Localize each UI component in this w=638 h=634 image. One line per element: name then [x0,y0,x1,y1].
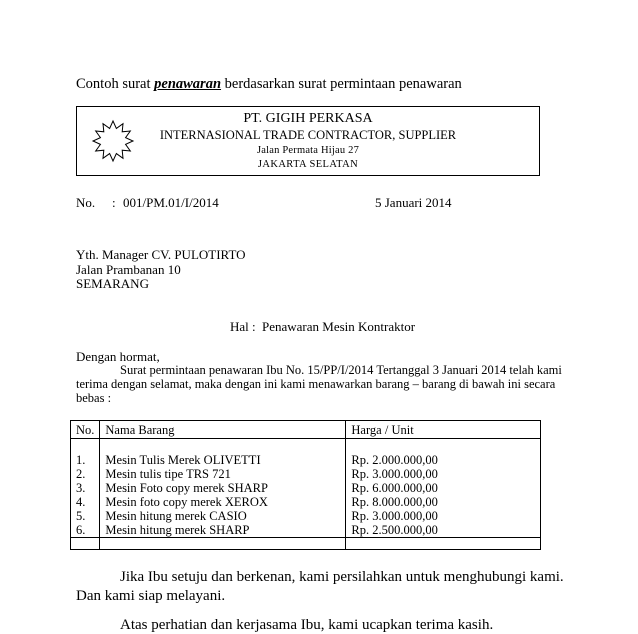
letter-number-colon: : [112,195,116,210]
row-no: 1. [71,453,100,467]
letter-number-label: No. [76,195,96,210]
row-item-name: Mesin tulis tipe TRS 721 [100,467,346,481]
body-line-2: terima dengan selamat, maka dengan ini kami menawarkan barang – barang di bawah ini secara [76,377,556,391]
header-no: No. [71,421,100,439]
body-line-1: Surat permintaan penawaran Ibu No. 15/PP/I/2014 Tertanggal 3 Januari 2014 telah kami [120,363,562,377]
table-spacer-row [71,439,541,454]
header-price: Harga / Unit [346,421,541,439]
table-header-row [71,421,541,439]
intro-before: Contoh surat [76,76,155,92]
recipient-line-3: SEMARANG [76,276,149,291]
body-line-3: bebas : [76,391,112,405]
row-no: 3. [71,481,100,495]
row-price: Rp. 2.500.000,00 [346,523,541,538]
row-item-name: Mesin Tulis Merek OLIVETTI [100,453,346,467]
row-item-name: Mesin hitung merek CASIO [100,509,346,523]
company-tagline: INTERNASIONAL TRADE CONTRACTOR, SUPPLIER [159,128,457,142]
table-row [71,453,541,467]
row-no: 6. [71,523,100,538]
table-row [71,509,541,523]
row-price: Rp. 8.000.000,00 [346,495,541,509]
closing-line-1: Jika Ibu setuju dan berkenan, kami persilahkan untuk menghubungi kami. [120,569,564,585]
row-price: Rp. 3.000.000,00 [346,509,541,523]
row-no: 5. [71,509,100,523]
row-price: Rp. 3.000.000,00 [346,467,541,481]
company-name: PT. GIGIH PERKASA [243,111,373,126]
table-row [71,481,541,495]
greeting: Dengan hormat, [76,349,160,364]
items-table [70,420,541,550]
row-item-name: Mesin hitung merek SHARP [100,523,346,538]
subject-value: Penawaran Mesin Kontraktor [262,319,416,334]
header-item-name: Nama Barang [100,421,346,439]
row-item-name: Mesin foto copy merek XEROX [100,495,346,509]
intro-after: berdasarkan surat permintaan penawaran [221,76,462,92]
subject-label: Hal : [230,319,256,334]
company-street: Jalan Permata Hijau 27 [256,145,360,156]
closing-line-2: Dan kami siap melayani. [76,588,226,604]
row-price: Rp. 2.000.000,00 [346,453,541,467]
table-row [71,467,541,481]
table-row [71,495,541,509]
letterhead-box [76,106,540,176]
intro-emphasis: penawaran [154,76,222,92]
letter-number-value: 001/PM.01/I/2014 [123,195,219,210]
table-empty-row [71,538,541,550]
row-item-name: Mesin Foto copy merek SHARP [100,481,346,495]
letter-date: 5 Januari 2014 [375,195,452,210]
recipient-line-1: Yth. Manager CV. PULOTIRTO [76,247,246,262]
intro-line [76,76,462,93]
table-row [71,523,541,538]
row-price: Rp. 6.000.000,00 [346,481,541,495]
recipient-line-2: Jalan Prambanan 10 [76,262,181,277]
company-city: JAKARTA SELATAN [257,159,359,170]
row-no: 2. [71,467,100,481]
closing-line-3: Atas perhatian dan kerjasama Ibu, kami ucapkan terima kasih. [120,617,494,633]
row-no: 4. [71,495,100,509]
